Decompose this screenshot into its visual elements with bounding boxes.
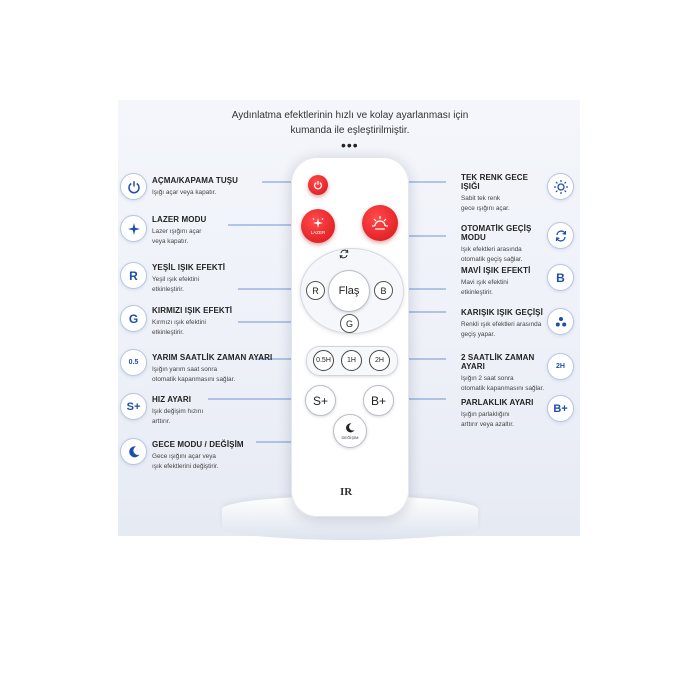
label-speed — [152, 395, 292, 426]
sun-icon — [371, 215, 389, 231]
laser-button[interactable] — [301, 209, 335, 243]
label-auto-cycle-desc-2: otomatik geçiş sağlar. — [461, 255, 523, 263]
label-half-hour-desc — [152, 365, 292, 384]
intro-line-1: Aydınlatma efektlerinin hızlı ve kolay ayarlanması için — [231, 110, 469, 121]
g-feature-icon: G — [120, 305, 147, 332]
label-power-desc — [152, 188, 292, 198]
label-two-hour-desc-2: otomatik kapanmasını sağlar. — [461, 384, 545, 392]
sun-icon — [553, 179, 569, 195]
label-power — [152, 176, 292, 198]
label-auto-cycle — [461, 224, 551, 264]
label-red-title: KIRMIZI IŞIK EFEKTİ — [152, 306, 233, 315]
label-single-color-desc-2: gece ışığını açar. — [461, 204, 510, 212]
label-auto-cycle-desc-1: Işık efektleri arasında — [461, 246, 522, 253]
label-mixed-desc-2: geçiş yapar. — [461, 330, 496, 338]
power-button[interactable] — [308, 175, 328, 195]
label-blue-title: MAVİ IŞIK EFEKTİ — [461, 266, 531, 275]
label-green-desc — [152, 275, 292, 294]
label-night-mode-desc — [152, 452, 292, 471]
label-single-color-title: TEK RENK GECE IŞIĞI — [461, 173, 529, 191]
label-blue-desc-1: Mavi ışık efektini — [461, 279, 509, 286]
label-single-color — [461, 173, 543, 213]
label-red-desc-2: etkinleştirir. — [152, 328, 184, 336]
auto-cycle-feature-icon — [547, 222, 574, 249]
label-mixed — [461, 308, 551, 339]
label-laser-desc-2: veya kapatır. — [152, 237, 189, 245]
intro-line-2: kumanda ile eşleştirilmiştir. — [290, 125, 410, 136]
timer-half-hour-button[interactable]: 0.5H — [313, 350, 334, 371]
power-feature-icon — [120, 173, 147, 200]
label-night-mode — [152, 440, 292, 471]
ir-label: IR — [340, 486, 353, 498]
label-mixed-title: KARIŞIK IŞIK GEÇİŞİ — [461, 308, 543, 317]
cycle-icon — [338, 248, 350, 260]
label-two-hour-desc-1: Işığın 2 saat sonra — [461, 375, 514, 382]
b-feature-icon: B — [547, 264, 574, 291]
s-plus-feature-icon: S+ — [120, 393, 147, 420]
label-power-title: AÇMA/KAPAMA TUŞU — [152, 176, 239, 185]
laser-feature-icon — [120, 215, 147, 242]
timer-one-hour-button[interactable]: 1H — [341, 350, 362, 371]
label-night-mode-desc-2: ışık efektlerini değiştirir. — [152, 462, 219, 470]
cycle-icon — [554, 229, 568, 243]
red-r-button[interactable]: R — [306, 281, 325, 300]
half-hour-timer-icon: 0.5 — [120, 349, 147, 376]
label-red-desc — [152, 318, 292, 337]
label-two-hour-title: 2 SAATLİK ZAMAN AYARI — [461, 353, 535, 371]
label-brightness-desc-1: Işığın parlaklığını — [461, 411, 510, 418]
label-laser-desc — [152, 227, 292, 246]
label-two-hour-desc — [461, 374, 551, 393]
night-mode-button-label: DEĞİŞİM — [341, 435, 359, 440]
label-night-mode-title: GECE MODU / DEĞİŞİM — [152, 440, 244, 449]
single-color-feature-icon — [547, 173, 574, 200]
moon-icon — [127, 445, 141, 459]
green-g-button[interactable]: G — [340, 314, 359, 333]
flash-button[interactable]: Flaş — [328, 270, 370, 312]
label-blue-desc — [461, 278, 543, 297]
laser-star-icon — [311, 217, 325, 229]
label-green-title: YEŞİL IŞIK EFEKTİ — [152, 263, 226, 272]
blue-b-button[interactable]: B — [374, 281, 393, 300]
auto-cycle-button[interactable] — [336, 247, 352, 261]
label-power-desc-1: Işığı açar veya kapatır. — [152, 189, 217, 196]
label-single-color-desc — [461, 194, 543, 213]
mix-dots-icon — [554, 315, 568, 329]
moon-icon — [344, 422, 356, 434]
label-half-hour-desc-2: otomatik kapanmasını sağlar. — [152, 375, 236, 383]
label-brightness-desc-2: arttırır veya azaltır. — [461, 420, 514, 428]
label-brightness-title: PARLAKLIK AYARI — [461, 398, 534, 407]
label-night-mode-desc-1: Gece ışığını açar veya — [152, 453, 216, 460]
label-auto-cycle-desc — [461, 245, 551, 264]
label-single-color-desc-1: Sabit tek renk — [461, 195, 501, 202]
label-half-hour-title: YARIM SAATLİK ZAMAN AYARI — [152, 353, 273, 362]
label-laser-title: LAZER MODU — [152, 215, 207, 224]
label-speed-desc-1: Işık değişim hızını — [152, 408, 204, 415]
night-mode-change-button[interactable] — [333, 414, 367, 448]
label-red-desc-1: Kırmızı ışık efektini — [152, 319, 206, 326]
laser-button-label: LAZER — [310, 230, 326, 235]
night-mode-feature-icon — [120, 438, 147, 465]
power-icon — [127, 180, 141, 194]
label-two-hour — [461, 353, 551, 393]
brightness-plus-button[interactable]: B+ — [363, 385, 394, 416]
label-brightness-desc — [461, 410, 543, 429]
r-feature-icon: R — [120, 262, 147, 289]
label-blue-desc-2: etkinleştirir. — [461, 288, 493, 296]
pagination-dots: ••• — [341, 137, 359, 153]
power-icon — [313, 180, 323, 190]
label-laser — [152, 215, 292, 246]
laser-star-icon — [127, 222, 141, 236]
night-light-button[interactable] — [362, 205, 398, 241]
timer-two-hour-button[interactable]: 2H — [369, 350, 390, 371]
label-half-hour — [152, 353, 292, 384]
speed-plus-button[interactable]: S+ — [305, 385, 336, 416]
label-speed-desc — [152, 407, 292, 426]
label-blue — [461, 266, 543, 297]
mixed-feature-icon — [547, 308, 574, 335]
label-green-desc-2: etkinleştirir. — [152, 285, 184, 293]
label-laser-desc-1: Lazer ışığını açar — [152, 228, 202, 235]
label-auto-cycle-title: OTOMATİK GEÇİŞ MODU — [461, 224, 532, 242]
label-mixed-desc-1: Renkli ışık efektleri arasında — [461, 321, 542, 328]
b-plus-feature-icon: B+ — [547, 395, 574, 422]
label-brightness — [461, 398, 543, 429]
label-green — [152, 263, 292, 294]
label-speed-desc-2: arttırır. — [152, 417, 171, 425]
label-speed-title: HIZ AYARI — [152, 395, 192, 404]
label-green-desc-1: Yeşil ışık efektini — [152, 276, 200, 283]
two-hour-timer-icon: 2H — [547, 353, 574, 380]
label-red — [152, 306, 292, 337]
label-half-hour-desc-1: Işığın yarım saat sonra — [152, 366, 217, 373]
label-mixed-desc — [461, 320, 551, 339]
